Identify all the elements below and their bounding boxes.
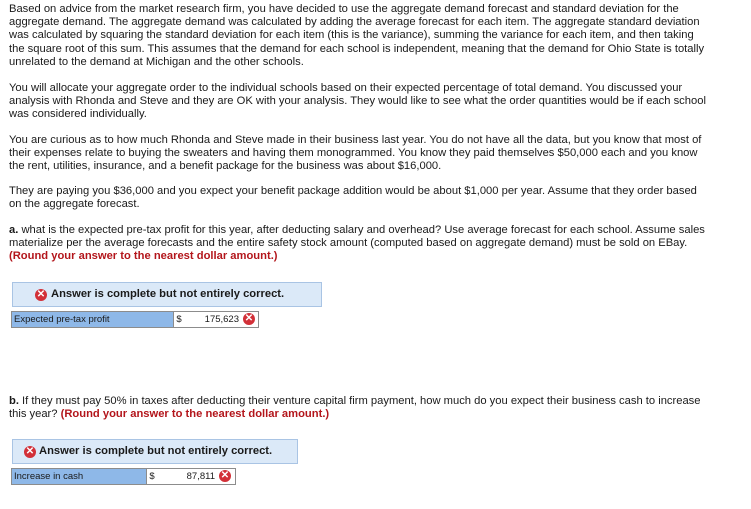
answer-row-a: [11, 311, 259, 328]
x-circle-icon: ✕: [220, 470, 230, 481]
answer-input-a[interactable]: [174, 312, 258, 327]
answer-value-b: 87,811: [186, 471, 215, 482]
answer-input-b[interactable]: [147, 469, 235, 484]
question-b-text: If they must pay 50% in taxes after deducting their venture capital firm payment, how much do you expect their business cash to increase this year?: [9, 395, 701, 421]
x-circle-icon: ✕: [244, 313, 254, 324]
currency-symbol-a: $: [176, 314, 182, 325]
answer-label-b: Increase in cash: [12, 469, 147, 484]
answer-status-banner-b: [12, 439, 298, 464]
question-a: [9, 224, 709, 264]
x-circle-icon: ✕: [36, 288, 46, 300]
currency-symbol-b: $: [149, 471, 155, 482]
intro-paragraph-3: You are curious as to how much Rhonda and Steve made in their business last year. You do not have all the data, but you know that most of their expenses relate to buying the sweaters and having them monogrammed. You know they paid themselves $50,000 each and you know the rent, utilities, insurance, and a benefit package for the business was about $16,000.: [9, 134, 702, 173]
question-b: [9, 395, 709, 421]
question-b-instruction: (Round your answer to the nearest dollar amount.): [60, 408, 330, 421]
intro-paragraph-4: They are paying you $36,000 and you expect your benefit package addition would be about $1,000 per year. Assume that they order based on the aggregate forecast.: [9, 185, 697, 211]
question-a-text: what is the expected pre-tax profit for this year, after deducting salary and overhead? Use average forecast for each school. Assume sales materialize per the average forecasts and the entire safety stock amount (computed based on aggregate demand) must be sold on EBay.: [9, 224, 705, 250]
answer-status-banner-a: [12, 282, 322, 307]
question-a-instruction: (Round your answer to the nearest dollar amount.): [9, 250, 278, 263]
intro-paragraph-2: You will allocate your aggregate order to the individual schools based on their expected percentage of total demand. You discussed your analysis with Rhonda and Steve and they are OK with your analysis. They would like to see what the order quantities would be if each school was considered individually.: [9, 82, 706, 121]
answer-row-b: [11, 468, 236, 485]
answer-status-text-b: Answer is complete but not entirely correct.: [39, 444, 273, 457]
answer-status-text-a: Answer is complete but not entirely correct.: [51, 287, 285, 300]
intro-paragraph-1: Based on advice from the market research firm, you have decided to use the aggregate demand forecast and standard deviation for the aggregate demand. The aggregate demand was calculated by adding the average forecast for each item. The aggregate standard deviation was calculated by squaring the standard deviation for each item (this is the variance), summing the variance for each item, and then taking the square root of this sum. This assumes that the demand for each school is independent, meaning that the demand for Ohio State is totally unrelated to the demand at Michigan and the other schools.: [9, 3, 705, 68]
question-a-prefix: a.: [9, 224, 19, 236]
answer-value-a: 175,623: [204, 314, 239, 325]
question-b-prefix: b.: [9, 395, 19, 407]
x-circle-icon: ✕: [25, 445, 35, 457]
answer-label-a: Expected pre-tax profit: [12, 312, 174, 327]
